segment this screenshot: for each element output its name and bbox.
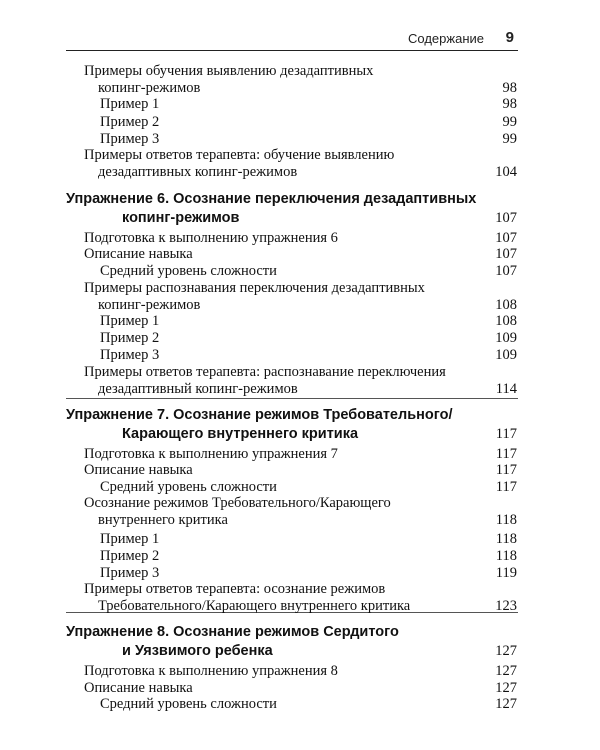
toc-page-number: 107: [495, 230, 517, 246]
toc-exercise-entry: [66, 406, 452, 444]
toc-subsection-entry: [100, 548, 159, 565]
toc-page-number: 127: [495, 680, 517, 696]
toc-page-number: 107: [495, 246, 517, 262]
toc-entry-title: Подготовка к выполнению упражнения 8: [84, 663, 338, 679]
toc-entry-title: Примеры ответов терапевта: обучение выявлению: [84, 147, 395, 163]
toc-entry-title-continued: копинг-режимов: [98, 297, 201, 313]
toc-subsection-entry: [100, 479, 277, 496]
toc-entry-title: Средний уровень сложности: [100, 479, 277, 495]
toc-page-number: 107: [495, 263, 517, 279]
section-divider: [66, 398, 518, 399]
toc-section-entry: [84, 230, 338, 247]
toc-subsection-entry: [100, 565, 159, 582]
toc-entry-title-continued: дезадаптивных копинг-режимов: [98, 164, 298, 180]
toc-entry-title: Пример 2: [100, 330, 160, 346]
toc-entry-title: Пример 3: [100, 131, 160, 147]
toc-entry-title-continued: дезадаптивный копинг-режимов: [98, 381, 298, 397]
toc-page-number: 109: [495, 347, 517, 363]
toc-entry-title: Подготовка к выполнению упражнения 7: [84, 446, 338, 462]
toc-exercise-entry: [66, 623, 399, 661]
toc-page-number: 123: [495, 598, 517, 614]
toc-page-number: 98: [502, 96, 517, 112]
toc-page-number: 107: [495, 210, 517, 226]
toc-page-number: 118: [495, 531, 517, 547]
toc-page-number: 117: [495, 446, 517, 462]
toc-entry-title: Пример 1: [100, 96, 160, 112]
toc-entry-title: Описание навыка: [84, 246, 193, 262]
toc-subsection-entry: [100, 114, 159, 131]
toc-entry-title: Примеры ответов терапевта: осознание режимов: [84, 581, 386, 597]
toc-page-number: 98: [502, 80, 517, 96]
toc-page-number: 108: [495, 297, 517, 313]
toc-page-number: 117: [495, 462, 517, 478]
toc-page-number: 117: [495, 426, 517, 442]
toc-subsection-entry: [100, 96, 159, 113]
toc-subsection-entry: [100, 263, 277, 280]
toc-page-number: 104: [495, 164, 517, 180]
toc-section-entry: [84, 280, 425, 314]
toc-subsection-entry: [100, 347, 159, 364]
toc-entry-title: Средний уровень сложности: [100, 263, 277, 279]
toc-entry-title: Пример 1: [100, 531, 160, 547]
running-head: Содержание: [408, 31, 484, 46]
toc-entry-title-continued: Требовательного/Карающего внутреннего критика: [98, 598, 411, 614]
toc-section-entry: [84, 246, 193, 263]
toc-entry-title: Осознание режимов Требовательного/Карающего: [84, 495, 391, 511]
toc-entry-title: Пример 2: [100, 548, 160, 564]
toc-section-entry: [84, 446, 338, 463]
toc-entry-title: Примеры обучения выявлению дезадаптивных: [84, 63, 374, 79]
toc-section-entry: [84, 680, 193, 697]
toc-entry-title-continued: внутреннего критика: [98, 512, 228, 528]
toc-entry-title: Описание навыка: [84, 680, 193, 696]
toc-page-number: 99: [502, 114, 517, 130]
toc-page-number: 109: [495, 330, 517, 346]
toc-entry-title-continued: Карающего внутреннего критика: [122, 426, 359, 442]
toc-subsection-entry: [100, 696, 277, 713]
toc-page-number: 118: [495, 512, 517, 528]
toc-entry-title: Упражнение 6. Осознание переключения дезадаптивных: [66, 191, 477, 207]
toc-entry-title: Упражнение 8. Осознание режимов Сердитого: [66, 624, 399, 640]
toc-page-number: 99: [502, 131, 517, 147]
toc-section-entry: [84, 462, 193, 479]
toc-entry-title: Пример 1: [100, 313, 160, 329]
toc-page-number: 117: [495, 479, 517, 495]
toc-entry-title-continued: копинг-режимов: [122, 210, 240, 226]
toc-section-entry: [84, 663, 338, 680]
toc-entry-title: Описание навыка: [84, 462, 193, 478]
toc-entry-title: Примеры ответов терапевта: распознавание переключения: [84, 364, 446, 380]
toc-entry-title: Пример 2: [100, 114, 160, 130]
toc-subsection-entry: [100, 330, 159, 347]
toc-subsection-entry: [100, 313, 159, 330]
toc-page-number: 127: [495, 696, 517, 712]
toc-entry-title-continued: копинг-режимов: [98, 80, 201, 96]
toc-section-entry: [84, 495, 391, 529]
toc-subsection-entry: [100, 531, 159, 548]
toc-entry-title: Упражнение 7. Осознание режимов Требовательного/: [66, 407, 453, 423]
toc-page-number: 127: [495, 663, 517, 679]
toc-exercise-entry: [66, 190, 476, 228]
toc-section-entry: [84, 581, 410, 615]
toc-page-number: 114: [495, 381, 517, 397]
toc-entry-title-continued: и Уязвимого ребенка: [122, 643, 273, 659]
toc-page-number: 118: [495, 548, 517, 564]
toc-page-number: 119: [495, 565, 517, 581]
toc-section-entry: [84, 63, 373, 97]
toc-subsection-entry: [100, 131, 159, 148]
toc-entry-title: Пример 3: [100, 347, 160, 363]
toc-page-number: 108: [495, 313, 517, 329]
toc-entry-title: Примеры распознавания переключения дезадаптивных: [84, 280, 425, 296]
toc-entry-title: Пример 3: [100, 565, 160, 581]
toc-entry-title: Подготовка к выполнению упражнения 6: [84, 230, 338, 246]
toc-entry-title: Средний уровень сложности: [100, 696, 277, 712]
page-number: 9: [505, 29, 514, 46]
toc-page-number: 127: [495, 643, 517, 659]
toc-section-entry: [84, 364, 446, 398]
toc-section-entry: [84, 147, 394, 181]
